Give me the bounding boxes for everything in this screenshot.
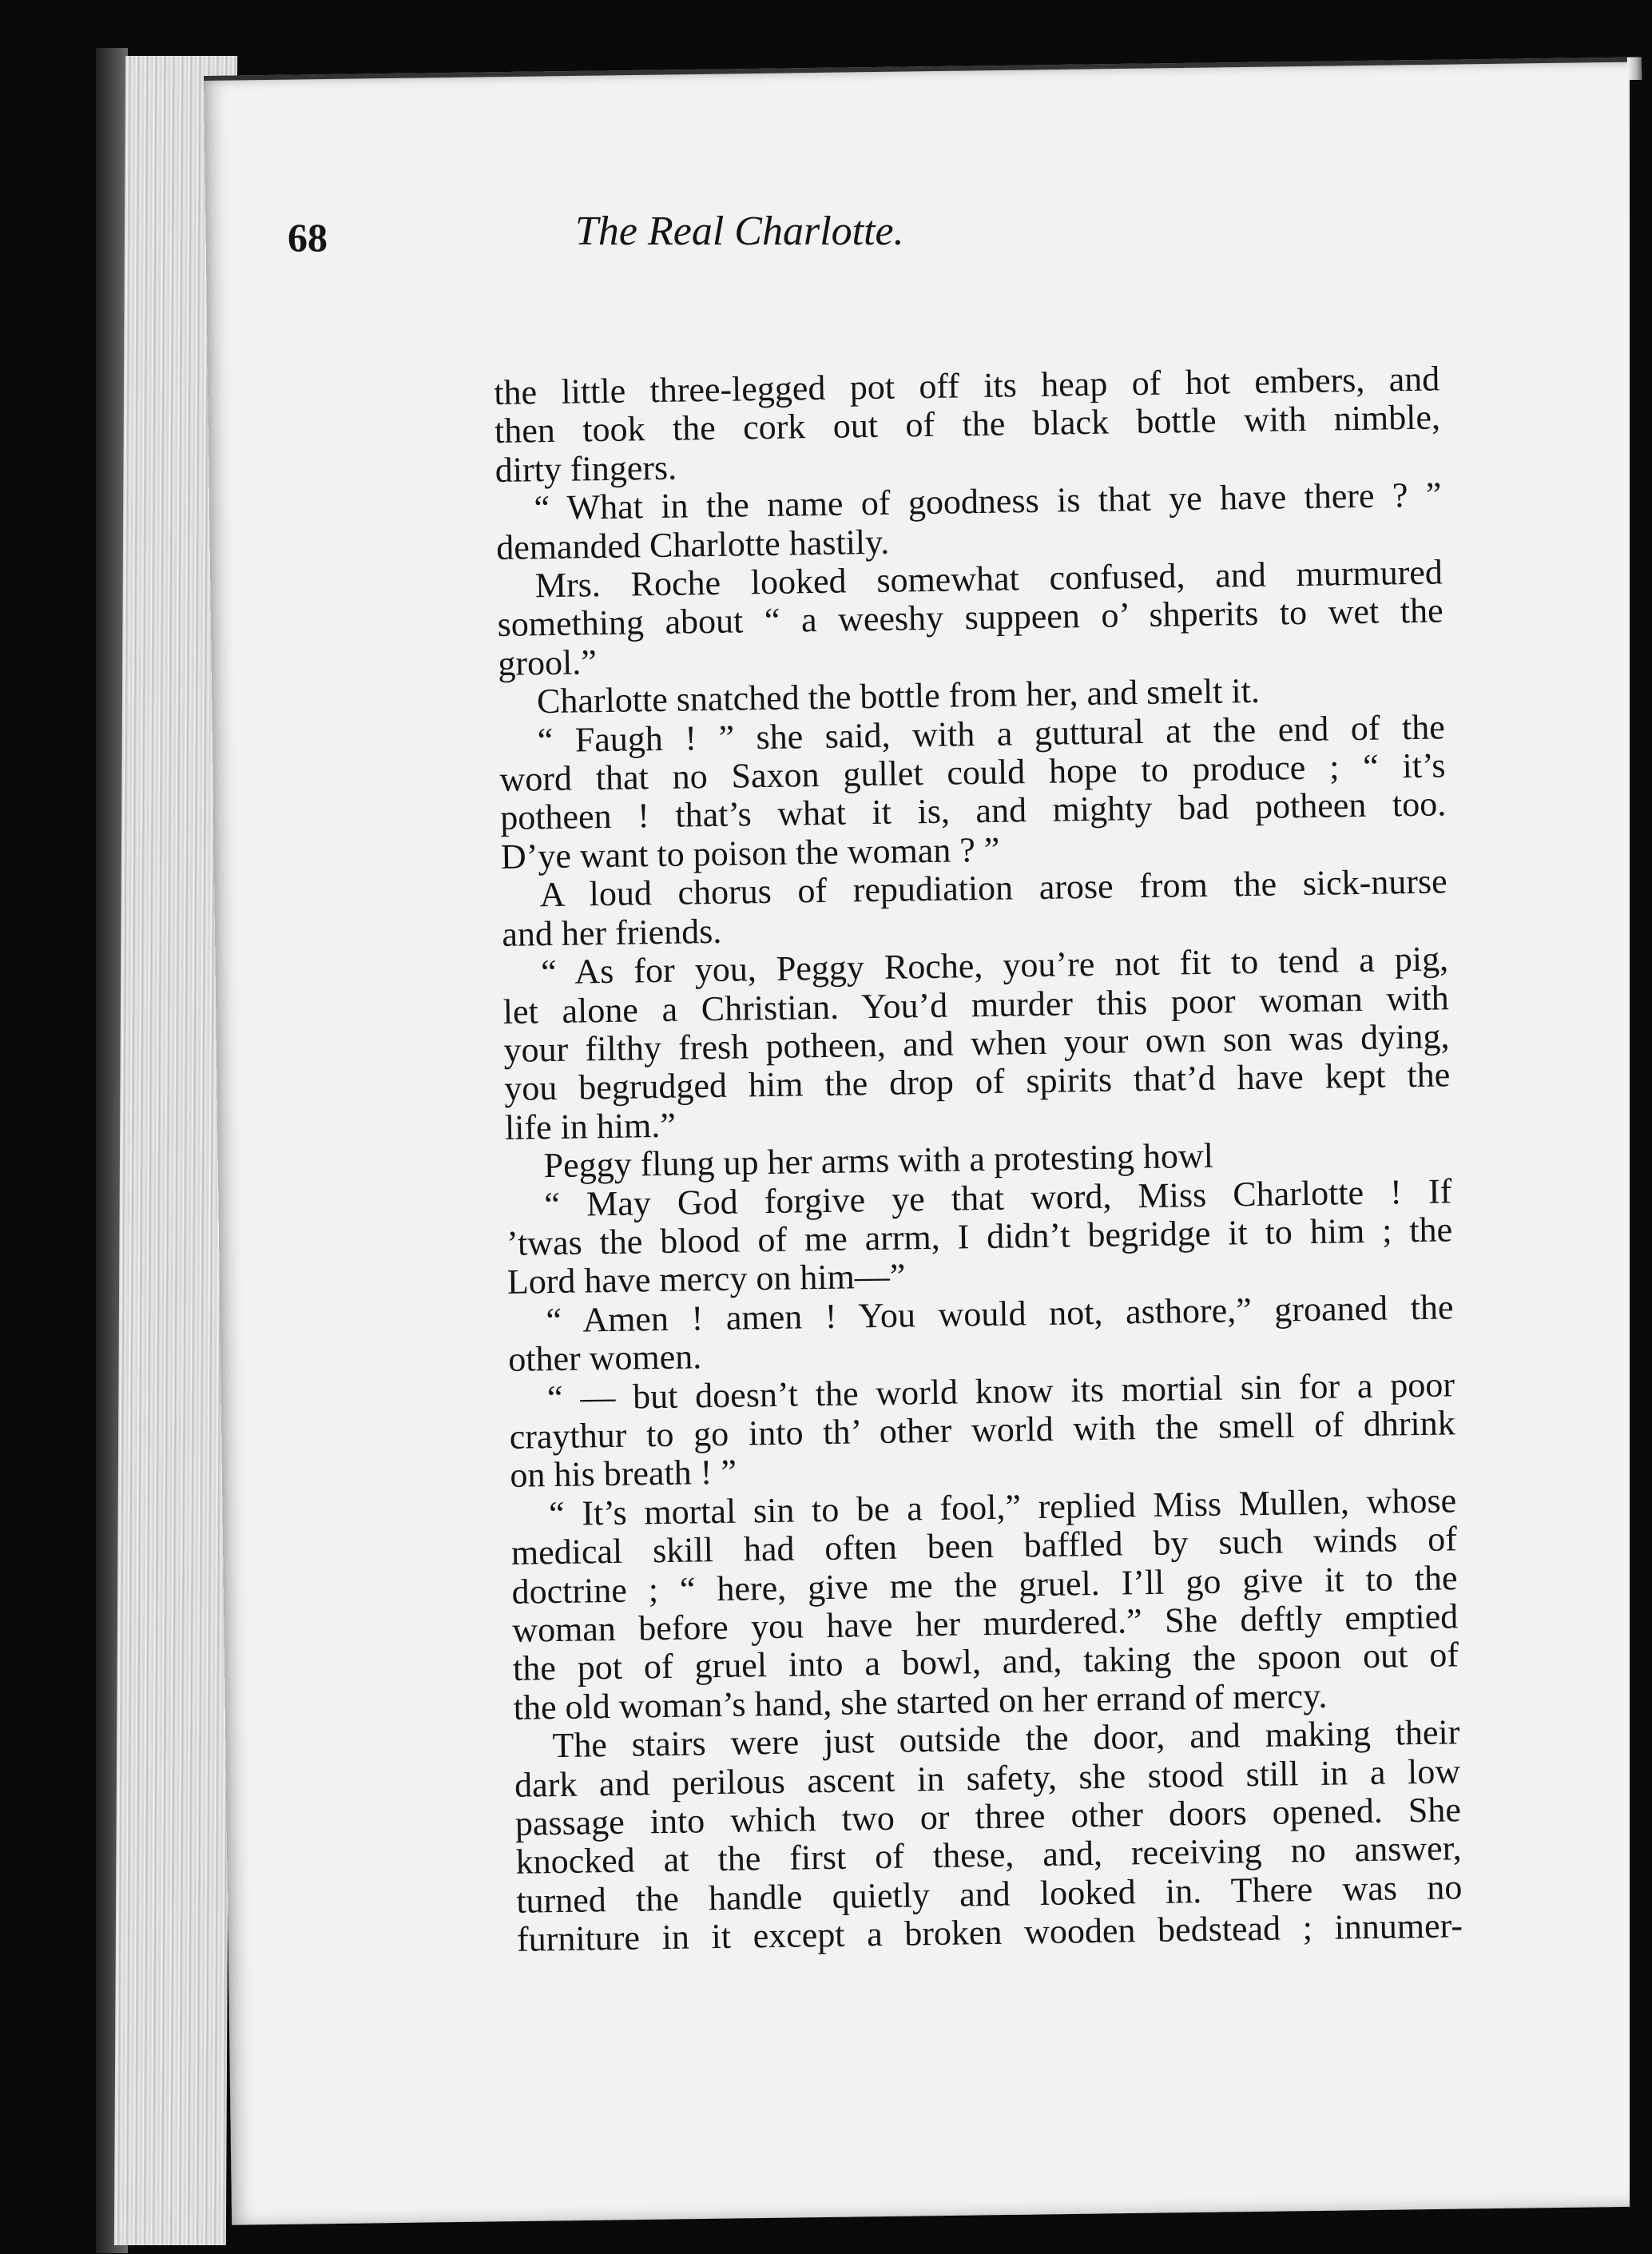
text-line: “ As for you, Peggy Roche, you’re not fit to tend a pig, (540, 939, 1449, 992)
text-line: on his breath ! ” (510, 1453, 737, 1496)
body-text (494, 360, 1463, 1959)
text-line: the old woman’s hand, she started on her errand of mercy. (513, 1676, 1328, 1727)
text-line: the pot of gruel into a bowl, and, taking the spoon out of (512, 1635, 1459, 1689)
text-line: passage into which two or three other doors opened. She (514, 1790, 1462, 1843)
text-line: furniture in it except a broken wooden bedstead ; innumer- (516, 1906, 1463, 1960)
text-line: the little three-legged pot off its heap of hot embers, and (493, 359, 1440, 412)
text-line: and her friends. (502, 911, 722, 954)
text-line: Peggy flung up her arms with a protesting howl (543, 1135, 1214, 1186)
text-line: “ It’s mortal sin to be a fool,” replied Miss Mullen, whose (548, 1481, 1457, 1533)
text-line: demanded Charlotte hastily. (495, 522, 890, 567)
text-line: dark and perilous ascent in safety, she stood still in a low (514, 1751, 1461, 1805)
text-line: then took the cork out of the black bottle with nimble, (494, 397, 1441, 451)
text-line: let alone a Christian. You’d murder this poor woman with (502, 977, 1450, 1032)
text-line: “ What in the name of goodness is that ye have there ? ” (534, 475, 1442, 528)
text-line: your filthy fresh potheen, and when your own son was dying, (503, 1016, 1450, 1070)
text-line: doctrine ; “ here, give me the gruel. I’ll go give it to the (511, 1557, 1458, 1612)
page-number: 68 (288, 215, 328, 260)
text-line: “ — but doesn’t the world know its mortial sin for a poor (546, 1364, 1455, 1417)
text-line: potheen ! that’s what it is, and mighty bad potheen too. (499, 784, 1447, 838)
text-line: medical skill had often been baffled by such winds of (510, 1519, 1458, 1573)
text-line: knocked at the first of these, and, receiving no answer, (515, 1828, 1462, 1882)
text-line: craythur to go into th’ other world with the smell of dhrink (509, 1403, 1455, 1457)
text-line: “ Amen ! amen ! You would not, asthore,” groaned the (546, 1287, 1454, 1340)
text-line: D’ye want to poison the woman ? ” (500, 829, 1000, 877)
text-line: “ Faugh ! ” she said, with a guttural at the end of the (537, 707, 1446, 760)
text-line: other women. (507, 1337, 702, 1380)
text-line: ’twas the blood of me arrm, I didn’t begridge it to him ; the (506, 1210, 1453, 1263)
text-line: you begrudged him the drop of spirits that’d have kept the (503, 1055, 1451, 1109)
text-line: dirty fingers. (494, 447, 677, 490)
text-line: life in him.” (504, 1105, 677, 1147)
book-title: The Real Charlotte. (575, 209, 904, 254)
text-line: Charlotte snatched the bottle from her, and smelt it. (536, 671, 1261, 722)
text-line: something about “ a weeshy suppeen o’ shperits to wet the (497, 590, 1444, 645)
text-line: The stairs were just outside the door, and making their (552, 1712, 1460, 1766)
scan-right-border (1630, 80, 1652, 2254)
text-line: Mrs. Roche looked somewhat confused, and murmured (534, 552, 1444, 606)
running-head (288, 209, 1486, 286)
text-line: “ May God forgive ye that word, Miss Charlotte ! If (544, 1171, 1452, 1224)
text-line: A loud chorus of repudiation arose from the sick-nurse (539, 861, 1447, 915)
text-line: grool.” (498, 642, 598, 683)
text-line: Lord have mercy on him—” (506, 1256, 906, 1302)
text-line: word that no Saxon gullet could hope to produce ; “ it’s (499, 745, 1446, 800)
text-line: woman before you have her murdered.” She deftly emptied (511, 1596, 1459, 1650)
text-line: turned the handle quietly and looked in. There was no (515, 1867, 1463, 1921)
